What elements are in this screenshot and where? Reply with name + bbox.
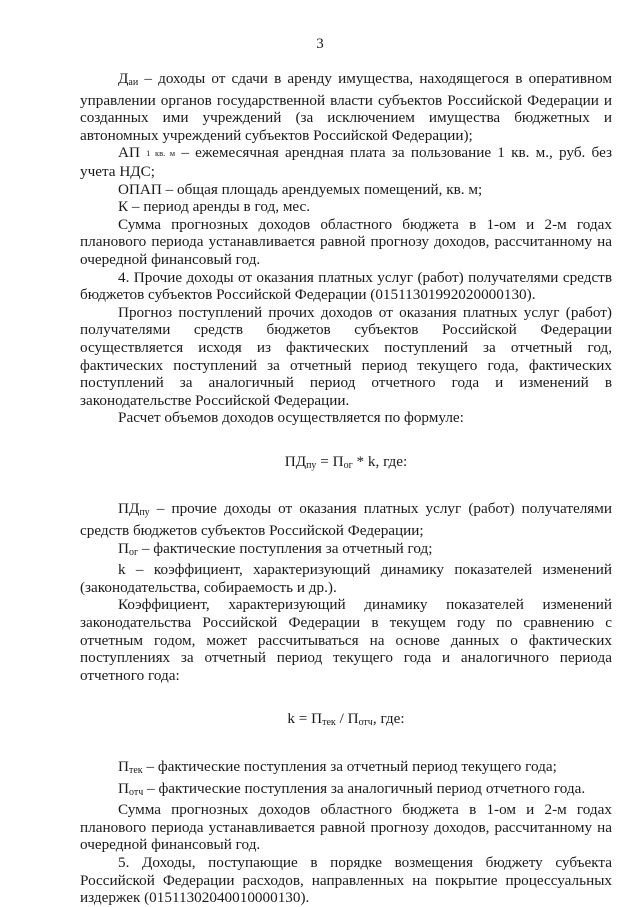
paragraph-potch-definition <box>80 780 612 802</box>
paragraph-forecast-sum: Сумма прогнозных доходов областного бюджета в 1-ом и 2-м годах планового периода устанавливается равной прогнозу доходов, рассчитанному на очередной финансовый год. <box>80 215 612 268</box>
paragraph-text: – ежемесячная арендная плата за пользование 1 кв. м., руб. без учета НДС; <box>80 144 613 180</box>
paragraph-text: – фактические поступления за аналогичный период отчетного года. <box>143 779 586 797</box>
formula-k: k = Птек / Потч, где: <box>287 710 405 729</box>
paragraph-period-definition: К – период аренды в год, мес. <box>118 198 311 216</box>
paragraph-forecast-method: Прогноз поступлений прочих доходов от оказания платных услуг (работ) получателями средств бюджетов субъектов Российской Федерации осуществляется исходя из фактических поступлений за отчетный год, фактических поступлений за отчетный период текущего года, фактических поступлений за аналогичный период отчетного года и изменений в законодательстве Российской Федерации. <box>80 303 612 409</box>
paragraph-income-definition <box>80 70 612 144</box>
paragraph-text: – фактические поступления за отчетный период текущего года; <box>142 758 557 775</box>
page-number: 3 <box>316 36 324 52</box>
paragraph-text: – прочие доходы от оказания платных услуг (работ) получателями средств бюджетов субъектов Российской Федерации; <box>80 500 612 540</box>
symbol: П <box>118 539 129 557</box>
paragraph-pd-definition <box>80 500 612 539</box>
symbol-subscript: ог <box>128 546 139 558</box>
symbol-subscript: пу <box>139 507 150 519</box>
paragraph-ptek-definition <box>80 758 612 780</box>
document-body <box>80 70 612 907</box>
paragraph-k-definition: k – коэффициент, характеризующий динамику показателей изменений (законодательства, собираемость и др.). <box>80 561 612 596</box>
symbol-subscript: 1 кв. м <box>146 148 176 159</box>
symbol-subscript: тек <box>128 765 143 776</box>
paragraph-text: – фактические поступления за отчетный год; <box>138 539 433 557</box>
symbol: П <box>118 758 129 775</box>
symbol: П <box>118 779 129 797</box>
formula-pd: ПДпу = Пог * k, где: <box>284 452 408 471</box>
paragraph-text: – доходы от сдачи в аренду имущества, находящегося в оперативном управлении органов государственной власти субъектов Российской Федерации и созданных ими учреждений (за исключением имущества бюджетных и автономных учреждений субъектов Российской Федерации); <box>80 70 612 144</box>
symbol: АП <box>118 144 140 162</box>
paragraph-area-definition: ОПАП – общая площадь арендуемых помещений, кв. м; <box>118 180 483 198</box>
symbol-subscript: отч <box>128 786 144 798</box>
paragraph-coefficient: Коэффициент, характеризующий динамику показателей изменений законодательства Российской Федерации в текущем году по сравнению с отчетным годом, может рассчитываться на основе данных о фактических поступлениях за отчетный период текущего года и аналогичного периода отчетного года: <box>80 596 612 684</box>
paragraph-formula-intro: Расчет объемов доходов осуществляется по формуле: <box>118 409 464 427</box>
paragraph-rent-definition <box>80 144 612 180</box>
symbol-subscript: аи <box>128 77 139 88</box>
paragraph-forecast-sum-2: Сумма прогнозных доходов областного бюджета в 1-ом и 2-м годах планового периода устанавливается равной прогнозу доходов, рассчитанному на очередной финансовый год. <box>80 801 612 854</box>
section-heading-4: 4. Прочие доходы от оказания платных услуг (работ) получателями средств бюджетов субъектов Российской Федерации (01511301992020000130). <box>80 268 612 304</box>
paragraph-pog-definition <box>80 540 612 562</box>
symbol: ПД <box>118 500 140 518</box>
symbol: Д <box>118 70 129 87</box>
section-heading-5: 5. Доходы, поступающие в порядке возмещения бюджету субъекта Российской Федерации расходов, направленных на покрытие процессуальных издержек (01511302040010000130). <box>80 853 612 907</box>
